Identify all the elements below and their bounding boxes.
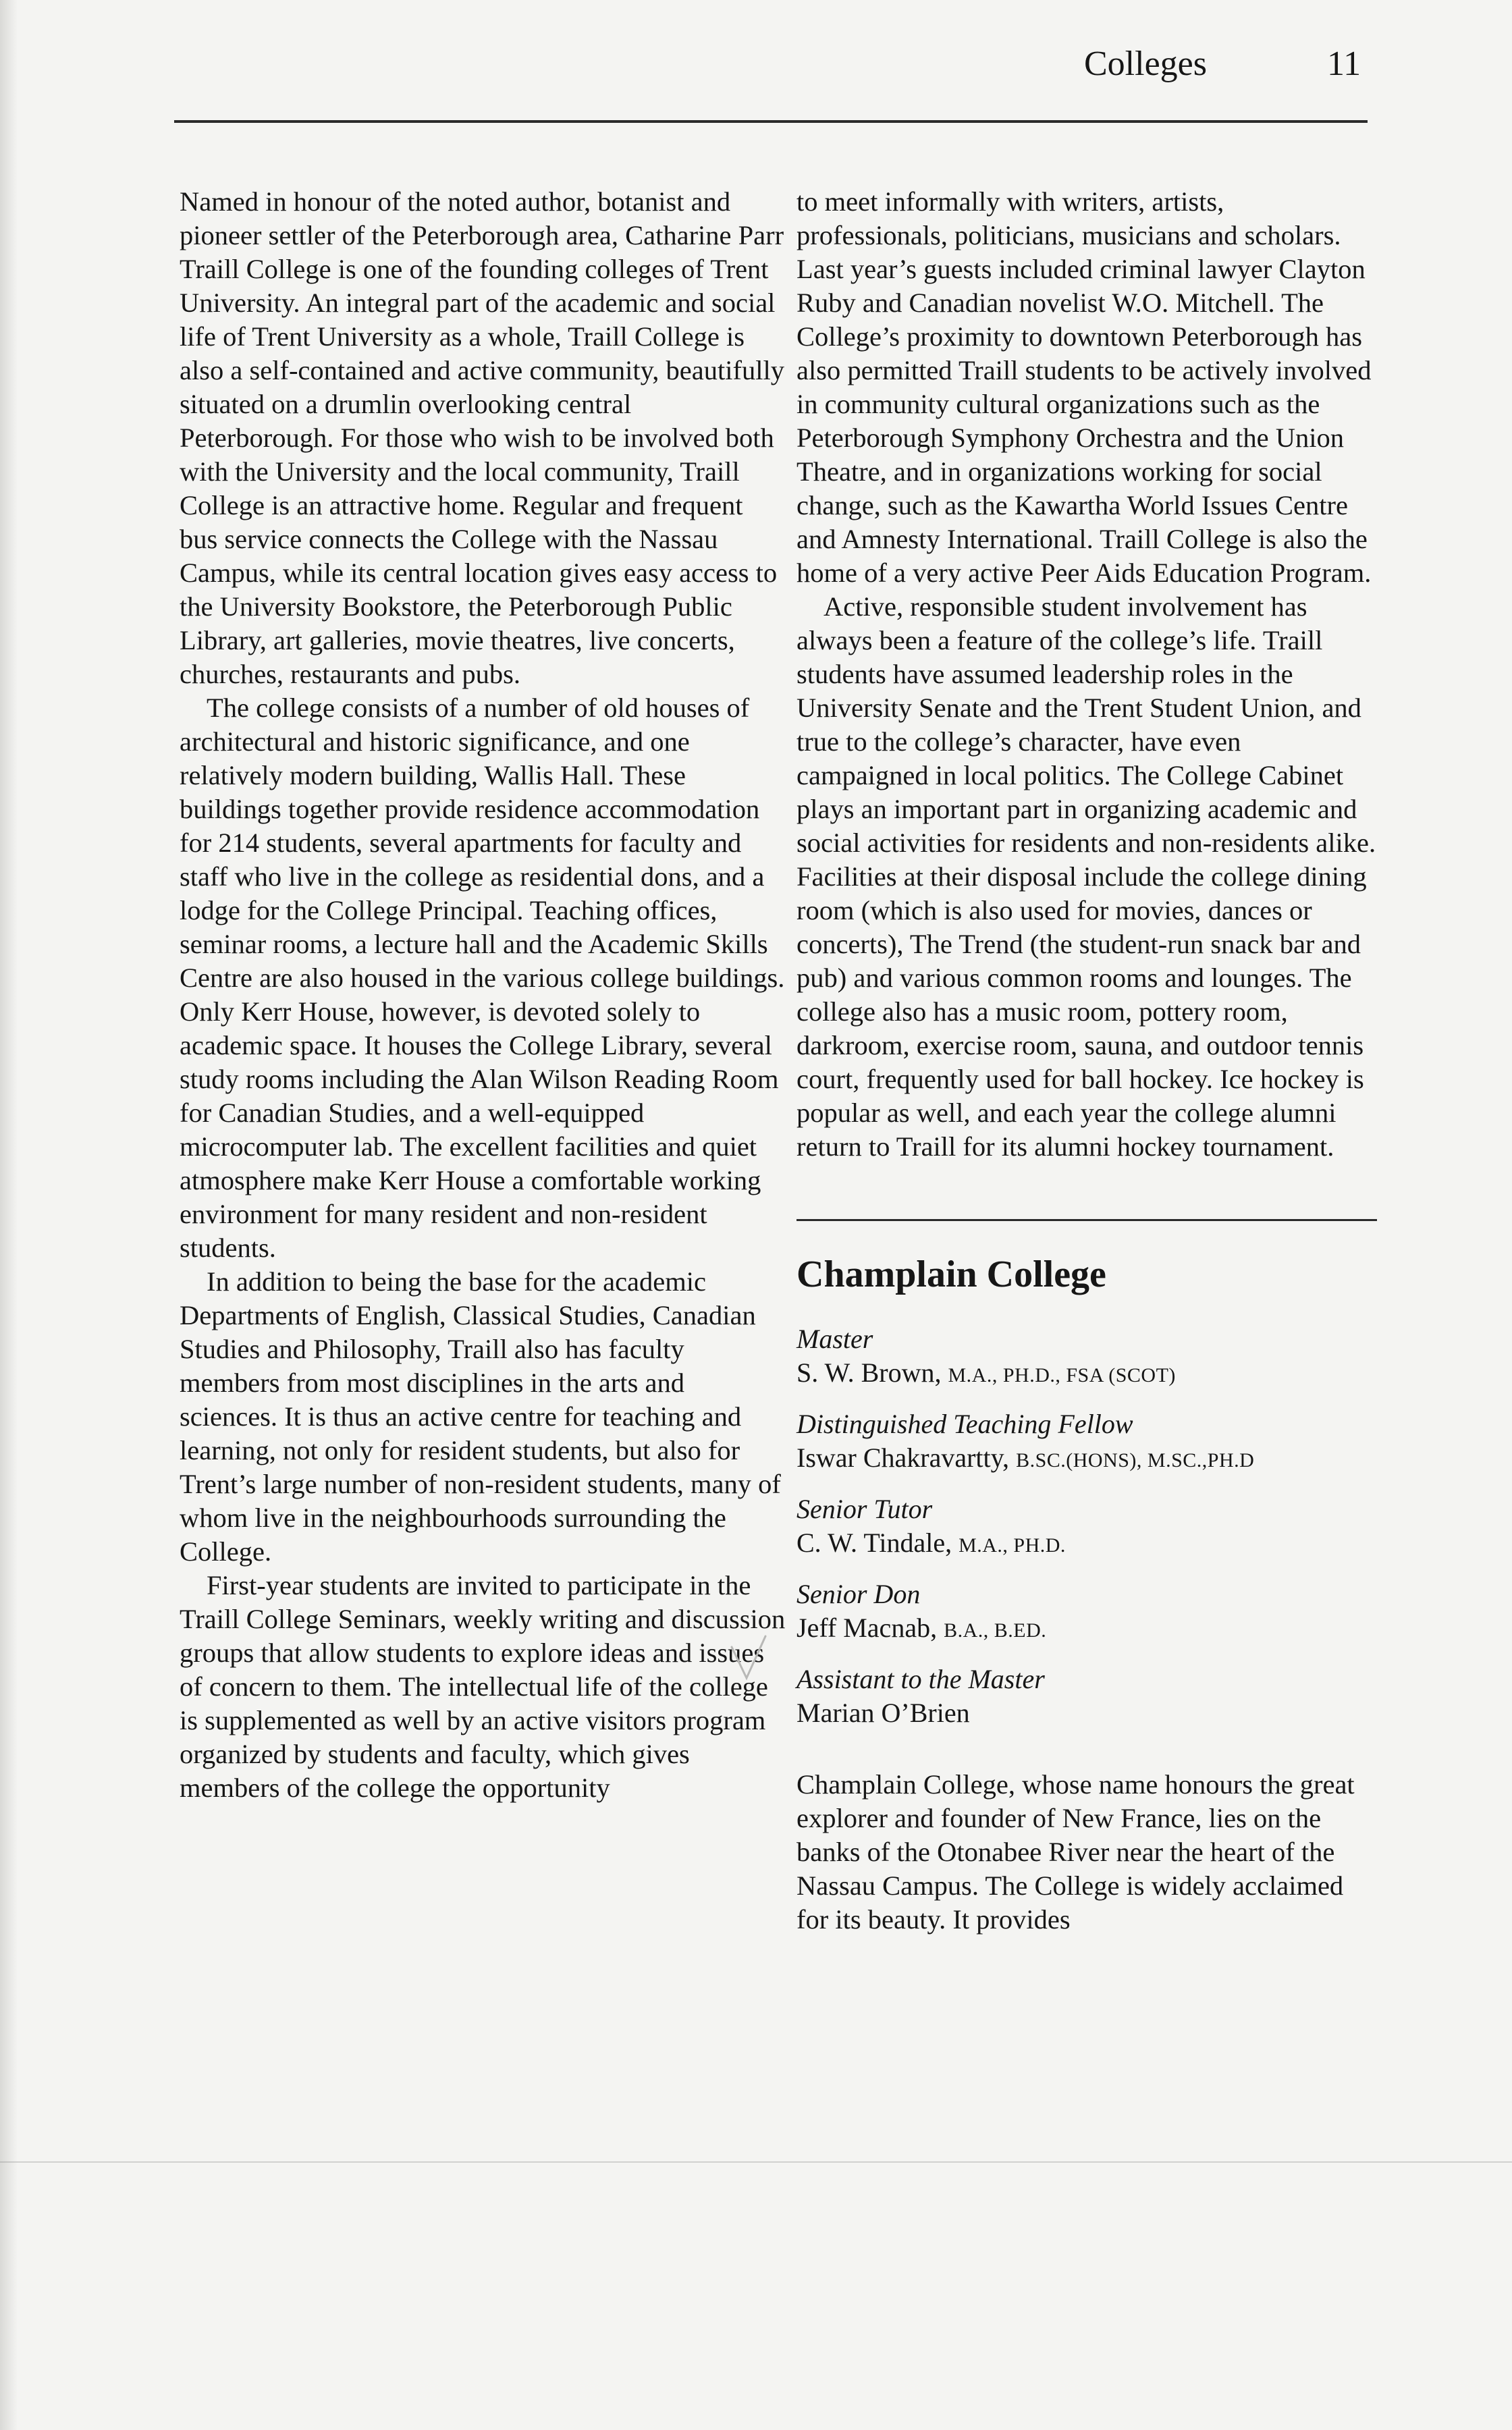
page-number: 11 — [1327, 45, 1361, 83]
paragraph-traill-student-life: Active, responsible student involvement has always been a feature of the college’s life. Traill students have assumed leadership roles in the University Senate and the Trent Student Union, and true to the college’s character, have even campaigned in local politics. The College Cabinet plays an important part in organizing academic and social activities for residents and non-residents alike. Facilities at their disposal include the college dining room (which is also used for movies, dances or concerts), The Trend (the student-run snack bar and pub) and various common rooms and lounges. The college also has a music room, pottery room, darkroom, exercise room, sauna, and outdoor tennis court, frequently used for ball hockey. Ice hockey is popular as well, and each year the college alumni return to Traill for its alumni hockey tournament. — [796, 591, 1376, 1162]
right-column — [796, 185, 1377, 1937]
staff-name: Marian O’Brien — [796, 1698, 970, 1728]
staff-list — [796, 1322, 1377, 1730]
paragraph-traill-departments: In addition to being the base for the academic Departments of English, Classical Studies, Canadian Studies and Philosophy, Traill also has faculty members from most disciplines in the arts and sciences. It is thus an active centre for teaching and learning, not only for resident students, but also for Trent’s large number of non-resident students, many of whom live in the neighbourhoods surrounding the College. — [180, 1266, 781, 1567]
page-header — [0, 35, 1512, 89]
staff-entry-teaching-fellow — [796, 1407, 1377, 1478]
staff-entry-assistant — [796, 1663, 1377, 1730]
staff-entry-master — [796, 1322, 1377, 1393]
paragraph-traill-buildings: The college consists of a number of old houses of architectural and historic significance, and one relatively modern building, Wallis Hall. These buildings together provide residence accommodation for 214 students, several apartments for faculty and staff who live in the college as residential dons, and a lodge for the College Principal. Teaching offices, seminar rooms, a lecture hall and the Academic Skills Centre are also housed in the various college buildings. Only Kerr House, however, is devoted solely to academic space. It houses the College Library, several study rooms including the Alan Wilson Reading Room for Canadian Studies, and a well-equipped microcomputer lab. The excellent facilities and quiet atmosphere make Kerr House a comfortable working environment for many resident and non-resident students. — [180, 693, 785, 1263]
staff-role: Distinguished Teaching Fellow — [796, 1409, 1133, 1439]
staff-credentials: B.A., B.ED. — [944, 1619, 1047, 1642]
staff-person — [796, 1441, 1377, 1478]
section-title: Champlain College — [796, 1253, 1106, 1295]
running-head: Colleges — [1084, 45, 1207, 83]
paragraph-traill-seminars: First-year students are invited to participate in the Traill College Seminars, weekly writing and discussion groups that allow students to explore ideas and issues of concern to them. The intellectual life of the college is supplemented as well by an active visitors program organized by students and faculty, which gives members of the college the opportunity — [180, 1570, 786, 1803]
header-rule — [174, 120, 1368, 123]
staff-role: Senior Tutor — [796, 1494, 933, 1524]
paragraph-champlain-intro: Champlain College, whose name honours the great explorer and founder of New France, lies on the banks of the Otonabee River near the heart of the Nassau Campus. The College is widely acclaimed for its beauty. It provides — [796, 1769, 1355, 1935]
staff-credentials: M.A., PH.D. — [959, 1534, 1066, 1557]
staff-name: Iswar Chakravartty, — [796, 1442, 1010, 1473]
staff-person — [796, 1356, 1377, 1393]
staff-credentials: M.A., PH.D., FSA (SCOT) — [948, 1364, 1176, 1386]
paragraph-traill-community: to meet informally with writers, artists, professionals, politicians, musicians and scholars. Last year’s guests included criminal lawyer Clayton Ruby and Canadian novelist W.O. Mitchell. The College’s proximity to downtown Peterborough has also permitted Traill students to be actively involved in community cultural organizations such as the Peterborough Symphony Orchestra and the Union Theatre, and in organizations working for social change, such as the Kawartha World Issues Centre and Amnesty International. Traill College is also the home of a very active Peer Aids Education Program. — [796, 186, 1372, 588]
staff-person — [796, 1696, 1377, 1730]
staff-name: S. W. Brown, — [796, 1357, 942, 1388]
staff-person — [796, 1611, 1377, 1648]
scan-fold-line — [0, 2161, 1512, 2163]
staff-credentials: B.SC.(HONS), M.SC.,PH.D — [1016, 1449, 1255, 1472]
page-edge-shadow — [0, 0, 18, 2430]
staff-entry-senior-tutor — [796, 1492, 1377, 1563]
staff-name: Jeff Macnab, — [796, 1613, 938, 1643]
staff-role: Master — [796, 1324, 873, 1354]
section-divider — [796, 1219, 1377, 1221]
staff-person — [796, 1526, 1377, 1563]
staff-role: Assistant to the Master — [796, 1664, 1045, 1694]
left-column — [180, 185, 787, 1805]
paragraph-traill-intro: Named in honour of the noted author, botanist and pioneer settler of the Peterborough area, Catharine Parr Traill College is one of the founding colleges of Trent University. An integral part of the academic and social life of Trent University as a whole, Traill College is also a self-contained and active community, beautifully situated on a drumlin overlooking central Peterborough. For those who wish to be involved both with the University and the local community, Traill College is an attractive home. Regular and frequent bus service connects the College with the Nassau Campus, while its central location gives easy access to the University Bookstore, the Peterborough Public Library, art galleries, movie theatres, live concerts, churches, restaurants and pubs. — [180, 186, 784, 689]
staff-role: Senior Don — [796, 1579, 921, 1609]
staff-name: C. W. Tindale, — [796, 1528, 952, 1558]
pencil-check-mark — [729, 1634, 770, 1688]
staff-entry-senior-don — [796, 1577, 1377, 1648]
